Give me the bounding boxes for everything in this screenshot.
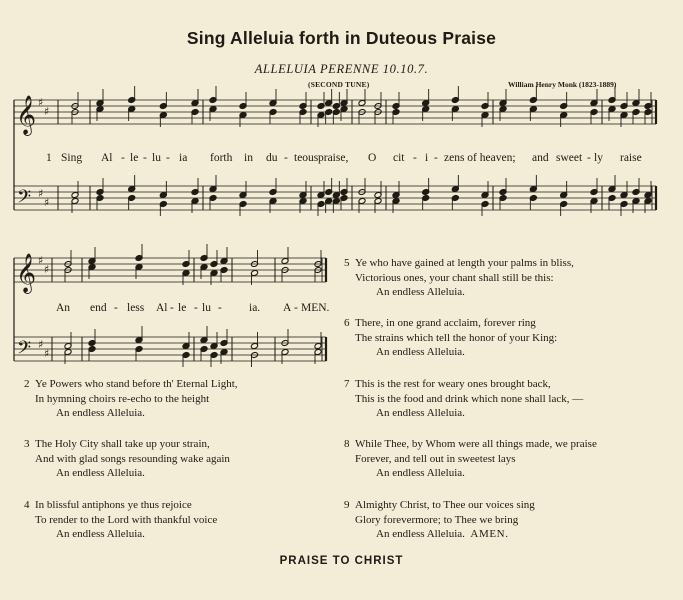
verse-refrain: An endless Alleluia. [56,407,145,419]
sharp-icon: ♯ [44,347,50,360]
verse-number: 2 [24,378,30,390]
verse-7 [344,377,583,421]
verse-number: 9 [344,499,350,511]
lyric-syllable: ly [594,152,603,164]
lyric-syllable: ia. [249,302,261,314]
lyric-syllable: and [532,152,549,164]
verse-refrain: An endless Alleluia. [376,346,465,358]
lyric-syllable: MEN. [301,302,330,314]
verse-number: 3 [24,438,30,450]
verse-refrain: An endless Alleluia. [376,467,465,479]
verse-number: 5 [344,257,350,269]
sharp-icon: ♯ [44,196,50,209]
verse-refrain: An endless Alleluia. [376,286,465,298]
lyric-syllable: - [143,152,147,164]
verse-refrain: An endless Alleluia. [56,467,145,479]
lyric-syllable: zens of heaven; [444,152,516,164]
lyric-syllable: Al [156,302,168,314]
treble-clef-icon: 𝄞 [16,253,37,293]
verse-8 [344,437,597,481]
bass-clef-icon: 𝄢 [17,338,32,363]
lyric-syllable: du [266,152,278,164]
lyric-syllable: ia [179,152,188,164]
verse-number: 6 [344,317,350,329]
lyric-syllable: praise, [318,152,349,164]
lyric-syllable: - [114,302,118,314]
verse-line: While Thee, by Whom were all things made, we praise [355,438,597,450]
verse-2 [24,377,238,421]
lyric-syllable: - [434,152,438,164]
amen-label: AMEN. [470,528,509,540]
lyric-syllable: Sing [61,152,83,164]
lyric-syllable: teous [294,152,319,164]
lyric-syllable: sweet [556,152,583,164]
verse-line: Ye Powers who stand before th' Eternal Light, [35,378,238,390]
lyric-syllable: - [294,302,298,314]
sharp-icon: ♯ [44,105,50,118]
verse-refrain: An endless Alleluia. [376,528,465,540]
verse-line: This is the rest for weary ones brought back, [355,378,551,390]
hymn-title: Sing Alleluia forth in Duteous Praise [186,28,497,48]
section-footer: PRAISE TO CHRIST [279,555,404,567]
sharp-icon: ♯ [38,338,44,351]
sharp-icon: ♯ [44,263,50,276]
verse-number: 8 [344,438,350,450]
sharp-icon: ♯ [38,254,44,267]
tune-name: ALLELUIA PERENNE 10.10.7. [254,62,429,76]
verse-line: In hymning choirs re-echo to the height [35,392,210,405]
composer-credit: William Henry Monk (1823-1889) [508,80,617,89]
sharp-icon: ♯ [38,96,44,109]
verse-line: Ye who have gained at length your palms in bliss, [355,257,574,269]
lyric-syllable: - [587,152,591,164]
verse-line: There, in one grand acclaim, forever ring [355,317,536,329]
bass-clef-icon: 𝄢 [17,187,32,212]
lyric-syllable: le [178,302,187,314]
verse-refrain: An endless Alleluia. [56,528,145,540]
lyric-syllable: forth [210,152,233,164]
verse-line: Glory forevermore; to Thee we bring [355,513,519,526]
verse-3 [24,437,230,481]
lyric-syllable: - [218,302,222,314]
lyric-syllable: less [127,302,145,314]
verse-line: The Holy City shall take up your strain, [35,438,210,450]
lyric-syllable: - [170,302,174,314]
verse-line: In blissful antiphons ye thus rejoice [35,499,192,511]
lyric-syllable: raise [620,152,642,164]
lyric-syllable: cit [393,152,405,164]
verse-line: This is the food and drink which none shall lack, — [355,392,584,405]
lyric-syllable: A [283,302,292,314]
second-tune-label: (SECOND TUNE) [308,80,370,89]
verse-number: 4 [24,499,30,511]
verse-number: 7 [344,378,350,390]
lyric-syllable: An [56,302,71,314]
treble-clef-icon: 𝄞 [16,95,37,135]
lyric-syllable: O [368,152,377,164]
verse-line: To render to the Lord with thankful voice [35,513,218,526]
verse-line: Almighty Christ, to Thee our voices sing [355,499,535,511]
lyric-syllable: - [284,152,288,164]
lyric-syllable: - [121,152,125,164]
lyric-syllable: - [194,302,198,314]
lyric-syllable: lu [152,152,161,164]
verse-4 [24,498,217,542]
lyric-syllable: le [130,152,139,164]
lyric-syllable: i [425,152,429,164]
verse-refrain: An endless Alleluia. [376,407,465,419]
lyric-syllable: - [413,152,417,164]
verse-line: And with glad songs resounding wake again [35,452,230,465]
lyric-syllable: 1 [46,152,52,164]
verse-line: Forever, and tell out in sweetest lays [355,452,516,465]
lyric-syllable: end [90,302,107,314]
verse-6 [344,316,557,360]
lyric-syllable: lu [202,302,211,314]
verse-line: The strains which tell the honor of your King: [355,331,558,344]
verse-5 [344,256,574,300]
lyric-syllable: in [244,152,253,164]
verse-line: Victorious ones, your chant shall still be this: [355,271,554,284]
lyric-syllable: Al [101,152,113,164]
lyric-syllable: - [166,152,170,164]
verse-9 [344,498,535,542]
sharp-icon: ♯ [38,187,44,200]
